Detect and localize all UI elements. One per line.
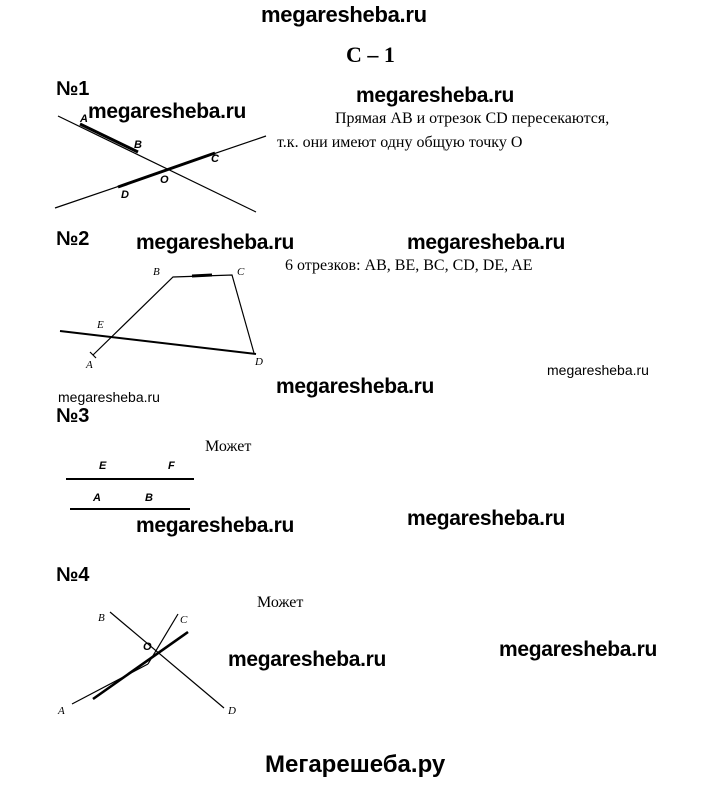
watermark: megaresheba.ru	[228, 648, 387, 671]
point-label-b: B	[145, 492, 153, 504]
problem-2-number: №2	[56, 228, 90, 250]
point-label-e: E	[97, 319, 104, 331]
footer-brand: Мегарешеба.ру	[265, 751, 446, 778]
point-label-d: D	[228, 705, 236, 717]
line-bd	[110, 612, 224, 708]
watermark: megaresheba.ru	[356, 84, 515, 107]
problem-1-answer-line-2: т.к. они имеют одну общую точку О	[277, 134, 523, 151]
problem-2-answer: 6 отрезков: АВ, ВЕ, ВС, CD, DE, AE	[285, 257, 533, 274]
watermark: megaresheba.ru	[407, 507, 566, 530]
point-label-a: A	[86, 359, 93, 371]
line-a-o	[72, 664, 148, 704]
problem-3-number: №3	[56, 405, 90, 427]
watermark: megaresheba.ru	[58, 389, 160, 405]
watermark: megaresheba.ru	[547, 362, 649, 378]
watermark: megaresheba.ru	[499, 638, 658, 661]
point-label-f: F	[168, 460, 175, 472]
point-label-b: B	[98, 612, 105, 624]
point-label-d: D	[121, 189, 129, 201]
point-label-d: D	[255, 356, 263, 368]
problem-1-number: №1	[56, 78, 90, 100]
point-label-a: A	[80, 113, 88, 125]
watermark: megaresheba.ru	[88, 100, 247, 123]
problem-1-answer-line-1: Прямая АВ и отрезок CD пересекаются,	[335, 110, 610, 127]
problem-3-answer: Может	[205, 438, 252, 455]
site-header: megaresheba.ru	[261, 2, 427, 27]
watermark: megaresheba.ru	[136, 231, 295, 254]
watermark: megaresheba.ru	[407, 231, 566, 254]
point-label-o: O	[160, 174, 169, 186]
point-label-e: E	[99, 460, 107, 472]
problem-4-answer: Может	[257, 594, 304, 611]
problem-4-number: №4	[56, 564, 90, 586]
point-label-a: A	[93, 492, 101, 504]
watermark: megaresheba.ru	[136, 514, 295, 537]
watermark: megaresheba.ru	[276, 375, 435, 398]
point-label-b: B	[153, 266, 160, 278]
point-label-c: C	[237, 266, 245, 278]
page-title: С – 1	[346, 42, 395, 67]
point-label-a: A	[58, 705, 65, 717]
point-label-b: B	[134, 139, 142, 151]
point-label-o: O	[143, 641, 152, 653]
point-label-c: C	[180, 614, 188, 626]
point-label-c: C	[211, 153, 219, 165]
